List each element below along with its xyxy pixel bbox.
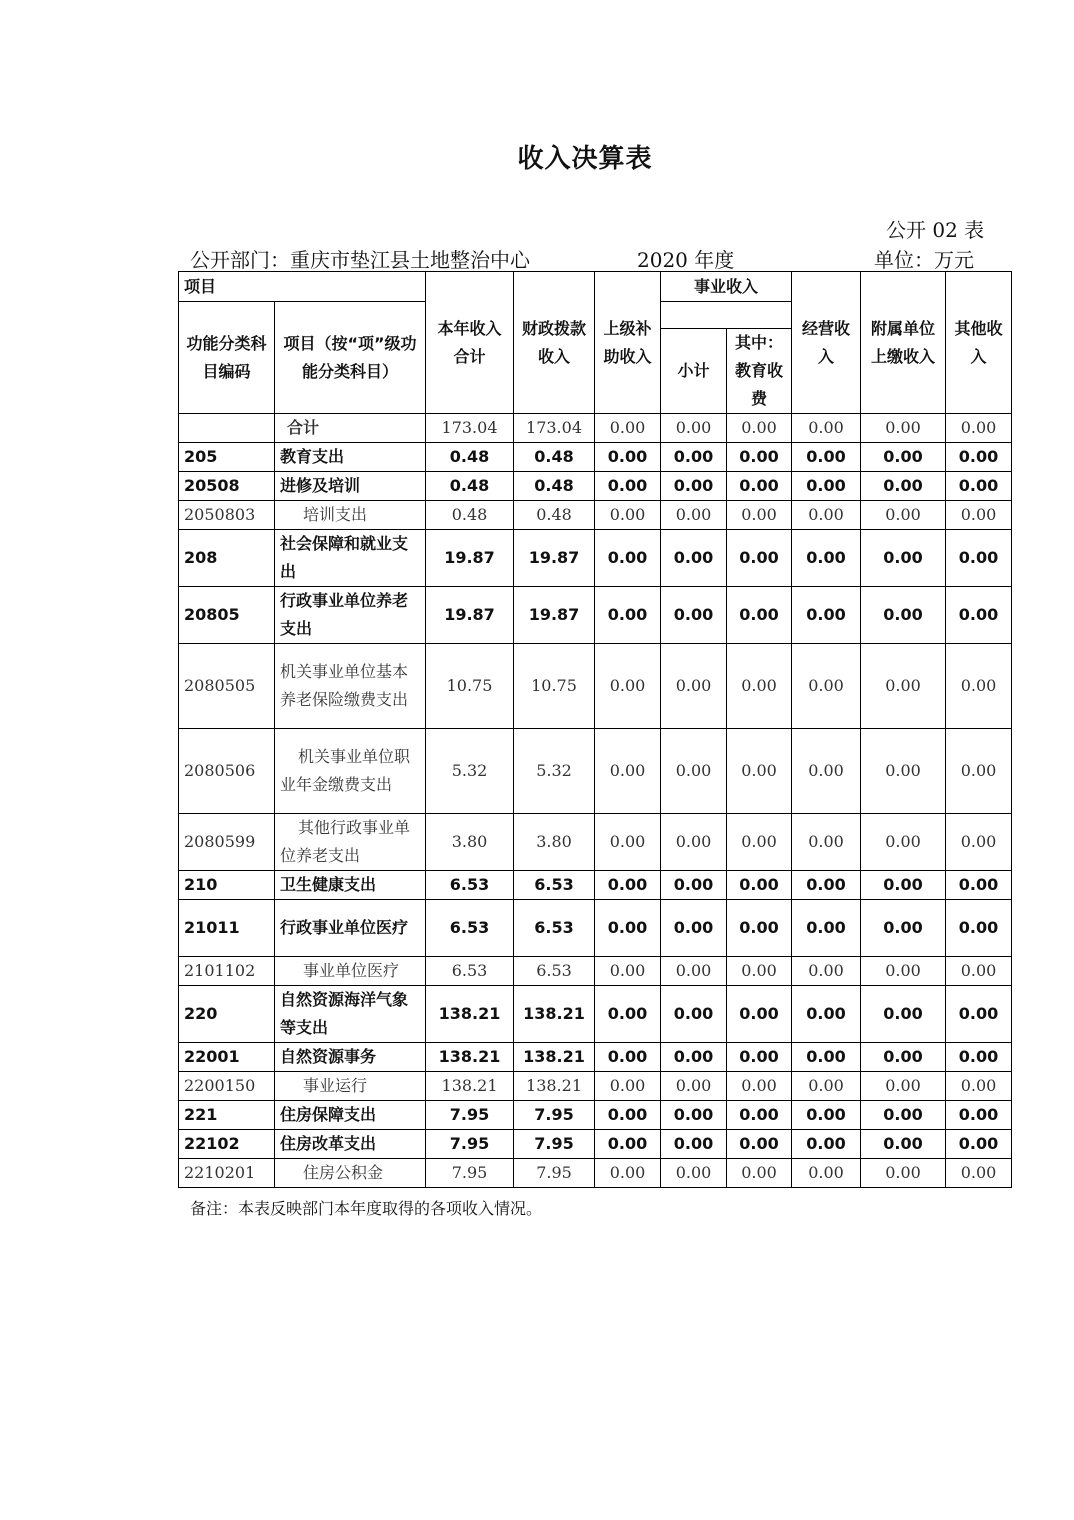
row-item-name: 住房改革支出	[275, 1130, 426, 1159]
cell-total: 6.53	[426, 957, 514, 986]
cell-fiscal: 19.87	[514, 530, 595, 587]
cell-upper-subsidy: 0.00	[595, 729, 661, 814]
cell-fiscal: 5.32	[514, 729, 595, 814]
cell-upper-subsidy: 0.00	[595, 501, 661, 530]
cell-business-subtotal: 0.00	[661, 587, 727, 644]
row-item-name: 其他行政事业单位养老支出	[275, 814, 426, 871]
cell-operating: 0.00	[792, 530, 861, 587]
header-business-income: 事业收入	[661, 272, 792, 302]
cell-upper-subsidy: 0.00	[595, 1043, 661, 1072]
cell-education-fee: 0.00	[727, 900, 792, 957]
row-code: 221	[179, 1101, 275, 1130]
cell-upper-subsidy: 0.00	[595, 644, 661, 729]
cell-education-fee: 0.00	[727, 871, 792, 900]
cell-fiscal: 7.95	[514, 1101, 595, 1130]
cell-business-subtotal: 0.00	[661, 1130, 727, 1159]
cell-affiliated: 0.00	[861, 501, 946, 530]
table-row	[179, 1159, 1012, 1188]
cell-other: 0.00	[946, 443, 1012, 472]
header-code: 功能分类科目编码	[179, 302, 275, 414]
cell-education-fee: 0.00	[727, 472, 792, 501]
income-table	[178, 271, 1012, 1188]
cell-operating: 0.00	[792, 644, 861, 729]
header-name: 项目（按“项”级功能分类科目）	[275, 302, 426, 414]
row-code: 2080599	[179, 814, 275, 871]
cell-other: 0.00	[946, 871, 1012, 900]
cell-fiscal: 138.21	[514, 986, 595, 1043]
row-code: 2080505	[179, 644, 275, 729]
cell-affiliated: 0.00	[861, 587, 946, 644]
row-code	[179, 414, 275, 443]
row-item-name: 行政事业单位养老支出	[275, 587, 426, 644]
cell-education-fee: 0.00	[727, 443, 792, 472]
row-code: 2080506	[179, 729, 275, 814]
cell-education-fee: 0.00	[727, 587, 792, 644]
cell-affiliated: 0.00	[861, 414, 946, 443]
cell-upper-subsidy: 0.00	[595, 414, 661, 443]
table-row	[179, 472, 1012, 501]
cell-education-fee: 0.00	[727, 1159, 792, 1188]
page-title: 收入决算表	[517, 144, 653, 174]
cell-fiscal: 7.95	[514, 1159, 595, 1188]
row-item-name: 机关事业单位职业年金缴费支出	[275, 729, 426, 814]
cell-operating: 0.00	[792, 443, 861, 472]
cell-other: 0.00	[946, 957, 1012, 986]
footnote: 备注：本表反映部门本年度取得的各项收入情况。	[190, 1199, 543, 1218]
cell-total: 10.75	[426, 644, 514, 729]
cell-total: 19.87	[426, 530, 514, 587]
cell-education-fee: 0.00	[727, 644, 792, 729]
cell-affiliated: 0.00	[861, 900, 946, 957]
cell-upper-subsidy: 0.00	[595, 1159, 661, 1188]
cell-affiliated: 0.00	[861, 443, 946, 472]
cell-total: 6.53	[426, 900, 514, 957]
cell-affiliated: 0.00	[861, 644, 946, 729]
cell-business-subtotal: 0.00	[661, 1072, 727, 1101]
table-row	[179, 957, 1012, 986]
cell-other: 0.00	[946, 986, 1012, 1043]
cell-total: 173.04	[426, 414, 514, 443]
cell-operating: 0.00	[792, 1101, 861, 1130]
cell-upper-subsidy: 0.00	[595, 1101, 661, 1130]
row-code: 2200150	[179, 1072, 275, 1101]
cell-affiliated: 0.00	[861, 1130, 946, 1159]
header-subtotal: 小计	[661, 329, 727, 414]
row-code: 22001	[179, 1043, 275, 1072]
cell-total: 0.48	[426, 443, 514, 472]
cell-fiscal: 0.48	[514, 472, 595, 501]
row-item-name: 卫生健康支出	[275, 871, 426, 900]
cell-education-fee: 0.00	[727, 1130, 792, 1159]
cell-affiliated: 0.00	[861, 530, 946, 587]
cell-operating: 0.00	[792, 986, 861, 1043]
cell-business-subtotal: 0.00	[661, 1101, 727, 1130]
cell-operating: 0.00	[792, 1072, 861, 1101]
row-item-name: 事业单位医疗	[275, 957, 426, 986]
table-row	[179, 814, 1012, 871]
cell-business-subtotal: 0.00	[661, 871, 727, 900]
cell-total: 0.48	[426, 472, 514, 501]
row-code: 208	[179, 530, 275, 587]
form-number: 公开 02 表	[886, 218, 985, 242]
cell-education-fee: 0.00	[727, 414, 792, 443]
row-code: 20508	[179, 472, 275, 501]
table-row	[179, 414, 1012, 443]
table-row	[179, 1130, 1012, 1159]
cell-other: 0.00	[946, 472, 1012, 501]
cell-fiscal: 0.48	[514, 443, 595, 472]
cell-upper-subsidy: 0.00	[595, 986, 661, 1043]
cell-education-fee: 0.00	[727, 1072, 792, 1101]
row-item-name: 事业运行	[275, 1072, 426, 1101]
cell-upper-subsidy: 0.00	[595, 814, 661, 871]
cell-other: 0.00	[946, 530, 1012, 587]
row-item-name: 住房公积金	[275, 1159, 426, 1188]
cell-fiscal: 7.95	[514, 1130, 595, 1159]
cell-fiscal: 3.80	[514, 814, 595, 871]
cell-fiscal: 138.21	[514, 1043, 595, 1072]
header-total: 本年收入合计	[426, 272, 514, 414]
header-operating: 经营收入	[792, 272, 861, 414]
table-row	[179, 871, 1012, 900]
cell-affiliated: 0.00	[861, 986, 946, 1043]
table-row	[179, 644, 1012, 729]
table-row	[179, 1043, 1012, 1072]
fiscal-year: 2020 年度	[637, 248, 735, 272]
cell-operating: 0.00	[792, 414, 861, 443]
cell-business-subtotal: 0.00	[661, 900, 727, 957]
cell-operating: 0.00	[792, 729, 861, 814]
cell-upper-subsidy: 0.00	[595, 443, 661, 472]
row-code: 22102	[179, 1130, 275, 1159]
cell-education-fee: 0.00	[727, 1043, 792, 1072]
cell-affiliated: 0.00	[861, 1072, 946, 1101]
cell-fiscal: 173.04	[514, 414, 595, 443]
cell-upper-subsidy: 0.00	[595, 1072, 661, 1101]
cell-education-fee: 0.00	[727, 986, 792, 1043]
row-item-name: 进修及培训	[275, 472, 426, 501]
cell-affiliated: 0.00	[861, 1101, 946, 1130]
cell-fiscal: 138.21	[514, 1072, 595, 1101]
cell-total: 0.48	[426, 501, 514, 530]
cell-upper-subsidy: 0.00	[595, 472, 661, 501]
cell-other: 0.00	[946, 1130, 1012, 1159]
cell-education-fee: 0.00	[727, 957, 792, 986]
cell-other: 0.00	[946, 814, 1012, 871]
cell-total: 7.95	[426, 1159, 514, 1188]
cell-total: 6.53	[426, 871, 514, 900]
cell-fiscal: 6.53	[514, 957, 595, 986]
cell-fiscal: 19.87	[514, 587, 595, 644]
header-education-fee: 其中：教育收费	[727, 329, 792, 414]
cell-other: 0.00	[946, 1101, 1012, 1130]
cell-business-subtotal: 0.00	[661, 501, 727, 530]
cell-other: 0.00	[946, 1072, 1012, 1101]
header-fiscal: 财政拨款收入	[514, 272, 595, 414]
unit-label: 单位：万元	[874, 248, 974, 272]
header-upper-subsidy: 上级补助收入	[595, 272, 661, 414]
cell-other: 0.00	[946, 729, 1012, 814]
cell-education-fee: 0.00	[727, 814, 792, 871]
cell-total: 19.87	[426, 587, 514, 644]
row-item-name: 培训支出	[275, 501, 426, 530]
row-item-name: 行政事业单位医疗	[275, 900, 426, 957]
cell-business-subtotal: 0.00	[661, 1043, 727, 1072]
cell-business-subtotal: 0.00	[661, 1159, 727, 1188]
header-other: 其他收入	[946, 272, 1012, 414]
table-row	[179, 1072, 1012, 1101]
table-row	[179, 986, 1012, 1043]
cell-total: 7.95	[426, 1101, 514, 1130]
cell-affiliated: 0.00	[861, 814, 946, 871]
cell-education-fee: 0.00	[727, 729, 792, 814]
cell-fiscal: 6.53	[514, 900, 595, 957]
cell-upper-subsidy: 0.00	[595, 900, 661, 957]
row-item-name: 社会保障和就业支出	[275, 530, 426, 587]
cell-operating: 0.00	[792, 900, 861, 957]
cell-business-subtotal: 0.00	[661, 414, 727, 443]
cell-operating: 0.00	[792, 501, 861, 530]
cell-operating: 0.00	[792, 814, 861, 871]
cell-total: 138.21	[426, 1043, 514, 1072]
cell-other: 0.00	[946, 900, 1012, 957]
cell-operating: 0.00	[792, 1159, 861, 1188]
row-item-name: 教育支出	[275, 443, 426, 472]
cell-affiliated: 0.00	[861, 871, 946, 900]
cell-fiscal: 10.75	[514, 644, 595, 729]
cell-fiscal: 6.53	[514, 871, 595, 900]
row-item-name: 自然资源事务	[275, 1043, 426, 1072]
cell-business-subtotal: 0.00	[661, 644, 727, 729]
header-item: 项目	[179, 272, 426, 302]
cell-business-subtotal: 0.00	[661, 729, 727, 814]
row-code: 205	[179, 443, 275, 472]
cell-business-subtotal: 0.00	[661, 957, 727, 986]
cell-business-subtotal: 0.00	[661, 530, 727, 587]
table-row	[179, 587, 1012, 644]
cell-upper-subsidy: 0.00	[595, 530, 661, 587]
row-item-name: 机关事业单位基本养老保险缴费支出	[275, 644, 426, 729]
cell-education-fee: 0.00	[727, 1101, 792, 1130]
cell-operating: 0.00	[792, 1130, 861, 1159]
cell-operating: 0.00	[792, 871, 861, 900]
cell-operating: 0.00	[792, 472, 861, 501]
row-item-name: 住房保障支出	[275, 1101, 426, 1130]
cell-operating: 0.00	[792, 957, 861, 986]
cell-upper-subsidy: 0.00	[595, 587, 661, 644]
row-code: 210	[179, 871, 275, 900]
table-row	[179, 501, 1012, 530]
cell-other: 0.00	[946, 501, 1012, 530]
cell-operating: 0.00	[792, 1043, 861, 1072]
cell-other: 0.00	[946, 1043, 1012, 1072]
cell-education-fee: 0.00	[727, 530, 792, 587]
row-code: 21011	[179, 900, 275, 957]
row-code: 20805	[179, 587, 275, 644]
cell-upper-subsidy: 0.00	[595, 871, 661, 900]
row-code: 2101102	[179, 957, 275, 986]
department-label: 公开部门：重庆市垫江县土地整治中心	[190, 248, 530, 272]
table-row	[179, 729, 1012, 814]
cell-total: 138.21	[426, 1072, 514, 1101]
row-code: 2210201	[179, 1159, 275, 1188]
cell-business-subtotal: 0.00	[661, 472, 727, 501]
cell-affiliated: 0.00	[861, 1159, 946, 1188]
row-code: 2050803	[179, 501, 275, 530]
table-row	[179, 443, 1012, 472]
cell-business-subtotal: 0.00	[661, 986, 727, 1043]
cell-other: 0.00	[946, 414, 1012, 443]
table-row	[179, 1101, 1012, 1130]
cell-total: 138.21	[426, 986, 514, 1043]
cell-education-fee: 0.00	[727, 501, 792, 530]
cell-upper-subsidy: 0.00	[595, 957, 661, 986]
row-item-name: 合计	[275, 414, 426, 443]
cell-business-subtotal: 0.00	[661, 443, 727, 472]
table-row	[179, 900, 1012, 957]
cell-affiliated: 0.00	[861, 957, 946, 986]
cell-fiscal: 0.48	[514, 501, 595, 530]
cell-business-subtotal: 0.00	[661, 814, 727, 871]
header-affiliated: 附属单位上缴收入	[861, 272, 946, 414]
cell-affiliated: 0.00	[861, 729, 946, 814]
cell-total: 5.32	[426, 729, 514, 814]
row-code: 220	[179, 986, 275, 1043]
cell-other: 0.00	[946, 1159, 1012, 1188]
cell-affiliated: 0.00	[861, 1043, 946, 1072]
row-item-name: 自然资源海洋气象等支出	[275, 986, 426, 1043]
cell-other: 0.00	[946, 587, 1012, 644]
cell-operating: 0.00	[792, 587, 861, 644]
cell-affiliated: 0.00	[861, 472, 946, 501]
cell-upper-subsidy: 0.00	[595, 1130, 661, 1159]
cell-total: 3.80	[426, 814, 514, 871]
cell-total: 7.95	[426, 1130, 514, 1159]
cell-other: 0.00	[946, 644, 1012, 729]
table-row	[179, 530, 1012, 587]
